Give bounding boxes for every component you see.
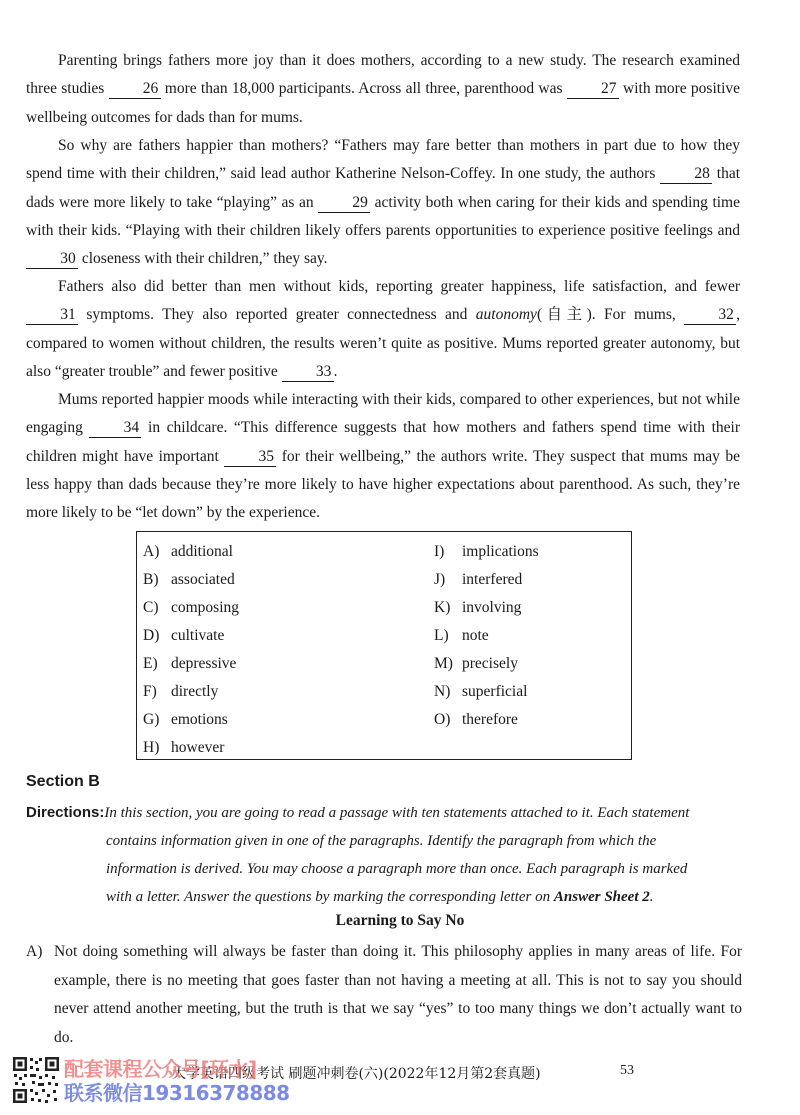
blank-28: 28 [660,165,712,184]
passage-title: Learning to Say No [335,912,465,929]
word-option: H) however [143,739,225,756]
section-b-title: Section B [26,773,100,790]
word-option: N) superficial [434,683,528,700]
blank-30: 30 [26,250,78,269]
blank-29: 29 [318,194,370,213]
word-option: O) therefore [434,711,518,728]
word-option: M) precisely [434,655,518,672]
word-option: K) involving [434,599,522,616]
paragraph-label: A) [26,943,43,960]
word-option: C) composing [143,599,240,616]
blank-27: 27 [567,80,619,99]
directions-label: Directions: [26,804,105,821]
passage-paragraph-1: Parenting brings fathers more joy than it does mothers, according to a new study. The research examined three studies 26 more than 18,000 participants. Across all three, parenthood was 27 with more positive wellbeing outcomes for dads than for mums. [26,52,740,126]
word-option: L) note [434,627,489,644]
paragraph-a [26,938,742,1052]
passage-paragraph-2: So why are fathers happier than mothers? “Fathers may fare better than mothers in part due to how they spend time with their children,” said lead author Katherine Nelson-Coffey. In one study, the authors 28 that dads were more likely to take “playing” as an 29 activity both when caring for their kids and spending time with their kids. “Playing with their children likely offers parents opportunities to experience positive feelings and 30 closeness with their children,” they say. [26,137,741,268]
word-option: E) depressive [143,655,237,672]
word-option: J) interfered [434,571,523,588]
blank-35: 35 [224,448,276,467]
word-bank [136,531,632,760]
blank-31: 31 [26,306,78,325]
word-option: I) implications [434,543,539,560]
passage-paragraph-4: Mums reported happier moods while interacting with their kids, compared to other experiences, but not while engaging 34 in childcare. “This difference suggests that how mothers and fathers spend time with their children might have important 35 for their wellbeing,” the authors write. They suspect that mums may be less happy than dads because they’re more likely to have higher expectations about parenthood. As such, they’re more likely to be “let down” by the experience. [26,391,741,522]
page-number: 53 [620,1063,634,1078]
word-option: A) additional [143,543,233,560]
paragraph-text: Not doing something will always be faster than doing it. This philosophy applies in many areas of life. For example, there is no meeting that goes faster than not having a meeting at all. This is not to say you should never attend another meeting, but the truth is that we say “yes” to too many things we don’t actually want to do. [54,943,742,1046]
section-b-directions: Directions:In this section, you are going to read a passage with ten statements attached to it. Each statement contains information given in one of the paragraphs. Identify the paragraph from which the information is derived. You may choose a paragraph more than once. Each paragraph is marked with a letter. Answer the questions by marking the corresponding letter on Answer Sheet 2. [26,804,690,905]
blank-32: 32 [684,306,736,325]
blank-34: 34 [89,419,141,438]
word-option: G) emotions [143,711,228,728]
blank-26: 26 [109,80,161,99]
watermark: 配套课程公众号[环水] 联系微信19316378888 [64,1057,290,1105]
page-footer [12,1056,652,1106]
word-bank-left-column [143,538,239,762]
word-option: B) associated [143,571,235,588]
blank-33: 33 [282,363,334,382]
qr-code-icon [12,1056,60,1104]
word-option: F) directly [143,683,219,700]
word-bank-right-column [434,538,539,734]
passage-paragraph-3: Fathers also did better than men without kids, reporting greater happiness, life satisfaction, and fewer 31 symptoms. They also reported greater connectedness and autonomy(自主). For mums, 32 , compared to women without children, the results weren’t quite as positive. Mums reported greater autonomy, but also “greater trouble” and fewer positive 33 . [26,278,741,380]
book-title: 大学英语四级考试 刷题冲刺卷(六)(2022年12月第2套真题) [172,1066,541,1082]
word-option: D) cultivate [143,627,225,644]
